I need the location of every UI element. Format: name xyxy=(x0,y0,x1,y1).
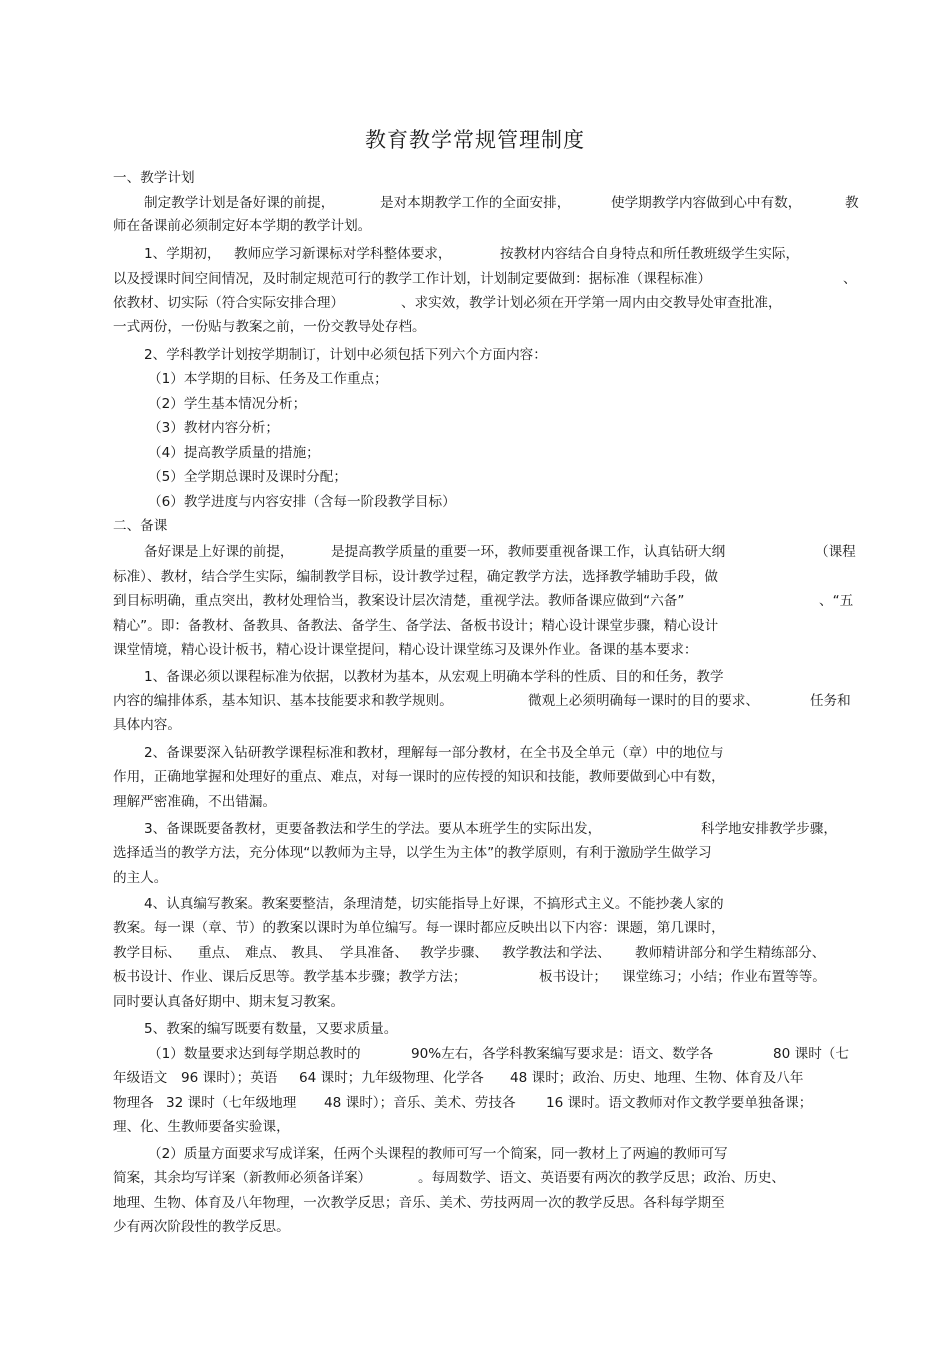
paragraph-line: 理、化、生教师要备实验课， xyxy=(113,1119,290,1135)
paragraph-line: 教具、 xyxy=(291,945,332,961)
paragraph-line: 教学目标、 xyxy=(113,945,181,961)
paragraph-line: 标准）、教材，结合学生实际，编制教学目标，设计教学过程，确定教学方法，选择教学辅助手段，做 xyxy=(113,569,718,585)
paragraph-line: 、求实效，教学计划必须在开学第一周内由交教导处审查批准， xyxy=(401,295,782,311)
paragraph-line: 任务和 xyxy=(810,693,851,709)
paragraph-line: 教案。每一课（章、节）的教案以课时为单位编写。每一课时都应反映出以下内容：课题，第几课时， xyxy=(113,920,725,936)
paragraph-line: 的主人。 xyxy=(113,870,168,886)
paragraph-line: 96 课时）；英语 xyxy=(181,1070,278,1086)
paragraph-line: 90%左右，各学科教案编写要求是：语文、数学各 xyxy=(411,1046,714,1062)
paragraph-line: 作用，正确地掌握和处理好的重点、难点，对每一课时的应传授的知识和技能，教师要做到心中有数， xyxy=(113,769,725,785)
paragraph-line: 是对本期教学工作的全面安排， xyxy=(380,195,571,211)
paragraph-line: （1）数量要求达到每学期总教时的 xyxy=(148,1046,361,1062)
paragraph-line: 学具准备、 xyxy=(340,945,408,961)
paragraph-line: 微观上必须明确每一课时的目的要求、 xyxy=(528,693,760,709)
paragraph-line: 备好课是上好课的前提， xyxy=(144,544,294,560)
paragraph-line: 板书设计； xyxy=(539,969,607,985)
paragraph-line: 科学地安排教学步骤， xyxy=(701,821,837,837)
paragraph-line: 以及授课时间空间情况，及时制定规范可行的教学工作计划，计划制定要做到：据标准（课程标准） xyxy=(113,271,712,287)
paragraph-line: 使学期教学内容做到心中有数， xyxy=(611,195,802,211)
paragraph-line: （课程 xyxy=(815,544,856,560)
list-item: （3）教材内容分析； xyxy=(148,420,279,436)
paragraph-line: 地理、生物、体育及八年物理，一次教学反思；音乐、美术、劳技两周一次的教学反思。各科每学期至 xyxy=(113,1195,725,1211)
paragraph-line: 精心”。即：备教材、备教具、备教法、备学生、备学法、备板书设计；精心设计课堂步骤，精心设计 xyxy=(113,618,719,634)
paragraph-line: 2、学科教学计划按学期制订，计划中必须包括下列六个方面内容： xyxy=(144,347,547,363)
paragraph-line: 具体内容。 xyxy=(113,717,181,733)
paragraph-line: 物理各 xyxy=(113,1095,154,1111)
paragraph-line: 按教材内容结合自身特点和所任教班级学生实际， xyxy=(500,246,800,262)
paragraph-line: 、 xyxy=(843,271,857,287)
paragraph-line: 教师精讲部分和学生精练部分、 xyxy=(635,945,826,961)
paragraph-line: 3、备课既要备教材，更要备教法和学生的学法。要从本班学生的实际出发， xyxy=(144,821,602,837)
paragraph-line: （2）质量方面要求写成详案，任两个头课程的教师可写一个简案，同一教材上了两遍的教师可写 xyxy=(148,1146,728,1162)
paragraph-line: 教学教法和学法、 xyxy=(502,945,611,961)
paragraph-line: 少有两次阶段性的教学反思。 xyxy=(113,1219,290,1235)
paragraph-line: 教 xyxy=(845,195,859,211)
paragraph-line: 同时要认真备好期中、期末复习教案。 xyxy=(113,994,345,1010)
paragraph-line: 难点、 xyxy=(245,945,286,961)
paragraph-line: 师在备课前必须制定好本学期的教学计划。 xyxy=(113,218,372,234)
paragraph-line: 16 课时。语文教师对作文教学要单独备课； xyxy=(546,1095,813,1111)
list-item: （6）教学进度与内容安排（含每一阶段教学目标） xyxy=(148,494,456,510)
paragraph-line: 4、认真编写教案。教案要整洁，条理清楚，切实能指导上好课，不搞形式主义。不能抄袭人家的 xyxy=(144,896,724,912)
paragraph-line: 课堂练习；小结；作业布置等等。 xyxy=(622,969,826,985)
paragraph-line: 48 课时；政治、历史、地理、生物、体育及八年 xyxy=(510,1070,804,1086)
paragraph-line: 48 课时）；音乐、美术、劳技各 xyxy=(324,1095,516,1111)
paragraph-line: 1、学期初， xyxy=(144,246,221,262)
paragraph-line: 板书设计、作业、课后反思等。教学基本步骤；教学方法； xyxy=(113,969,467,985)
list-item: （4）提高教学质量的措施； xyxy=(148,445,320,461)
paragraph-line: 5、教案的编写既要有数量，又要求质量。 xyxy=(144,1021,398,1037)
list-item: （2）学生基本情况分析； xyxy=(148,396,307,412)
section-heading-prep: 二、备课 xyxy=(113,518,168,534)
paragraph-line: 理解严密准确，不出错漏。 xyxy=(113,794,277,810)
paragraph-line: 到目标明确，重点突出，教材处理恰当，教案设计层次清楚，重视学法。教师备课应做到“六备” xyxy=(113,593,685,609)
paragraph-line: 制定教学计划是备好课的前提， xyxy=(144,195,335,211)
paragraph-line: 、“五 xyxy=(819,593,854,609)
paragraph-line: 1、备课必须以课程标准为依据，以教材为基本，从宏观上明确本学科的性质、目的和任务，教学 xyxy=(144,669,724,685)
paragraph-line: 简案，其余均写详案（新教师必须备详案） xyxy=(113,1170,372,1186)
paragraph-line: 2、备课要深入钻研教学课程标准和教材，理解每一部分教材，在全书及全单元（章）中的地位与 xyxy=(144,745,724,761)
paragraph-line: 课堂情境，精心设计板书，精心设计课堂提问，精心设计课堂练习及课外作业。备课的基本要求： xyxy=(113,642,698,658)
list-item: （1）本学期的目标、任务及工作重点； xyxy=(148,371,388,387)
paragraph-line: 一式两份，一份贴与教案之前，一份交教导处存档。 xyxy=(113,319,426,335)
section-heading-plan: 一、教学计划 xyxy=(113,170,195,186)
paragraph-line: 80 课时（七 xyxy=(773,1046,849,1062)
paragraph-line: 选择适当的教学方法，充分体现“以教师为主导，以学生为主体”的教学原则，有利于激励学生做学习 xyxy=(113,845,712,861)
document-title: 教育教学常规管理制度 xyxy=(365,128,585,152)
paragraph-line: 64 课时；九年级物理、化学各 xyxy=(299,1070,484,1086)
paragraph-line: 。每周数学、语文、英语要有两次的教学反思；政治、历史、 xyxy=(418,1170,786,1186)
paragraph-line: 教师应学习新课标对学科整体要求， xyxy=(234,246,452,262)
paragraph-line: 重点、 xyxy=(198,945,239,961)
paragraph-line: 是提高教学质量的重要一环，教师要重视备课工作，认真钻研大纲 xyxy=(331,544,726,560)
paragraph-line: 教学步骤、 xyxy=(420,945,488,961)
paragraph-line: 32 课时（七年级地理 xyxy=(166,1095,297,1111)
paragraph-line: 年级语文 xyxy=(113,1070,168,1086)
paragraph-line: 依教材、切实际（符合实际安排合理） xyxy=(113,295,345,311)
list-item: （5）全学期总课时及课时分配； xyxy=(148,469,347,485)
paragraph-line: 内容的编排体系，基本知识、基本技能要求和教学规则。 xyxy=(113,693,453,709)
